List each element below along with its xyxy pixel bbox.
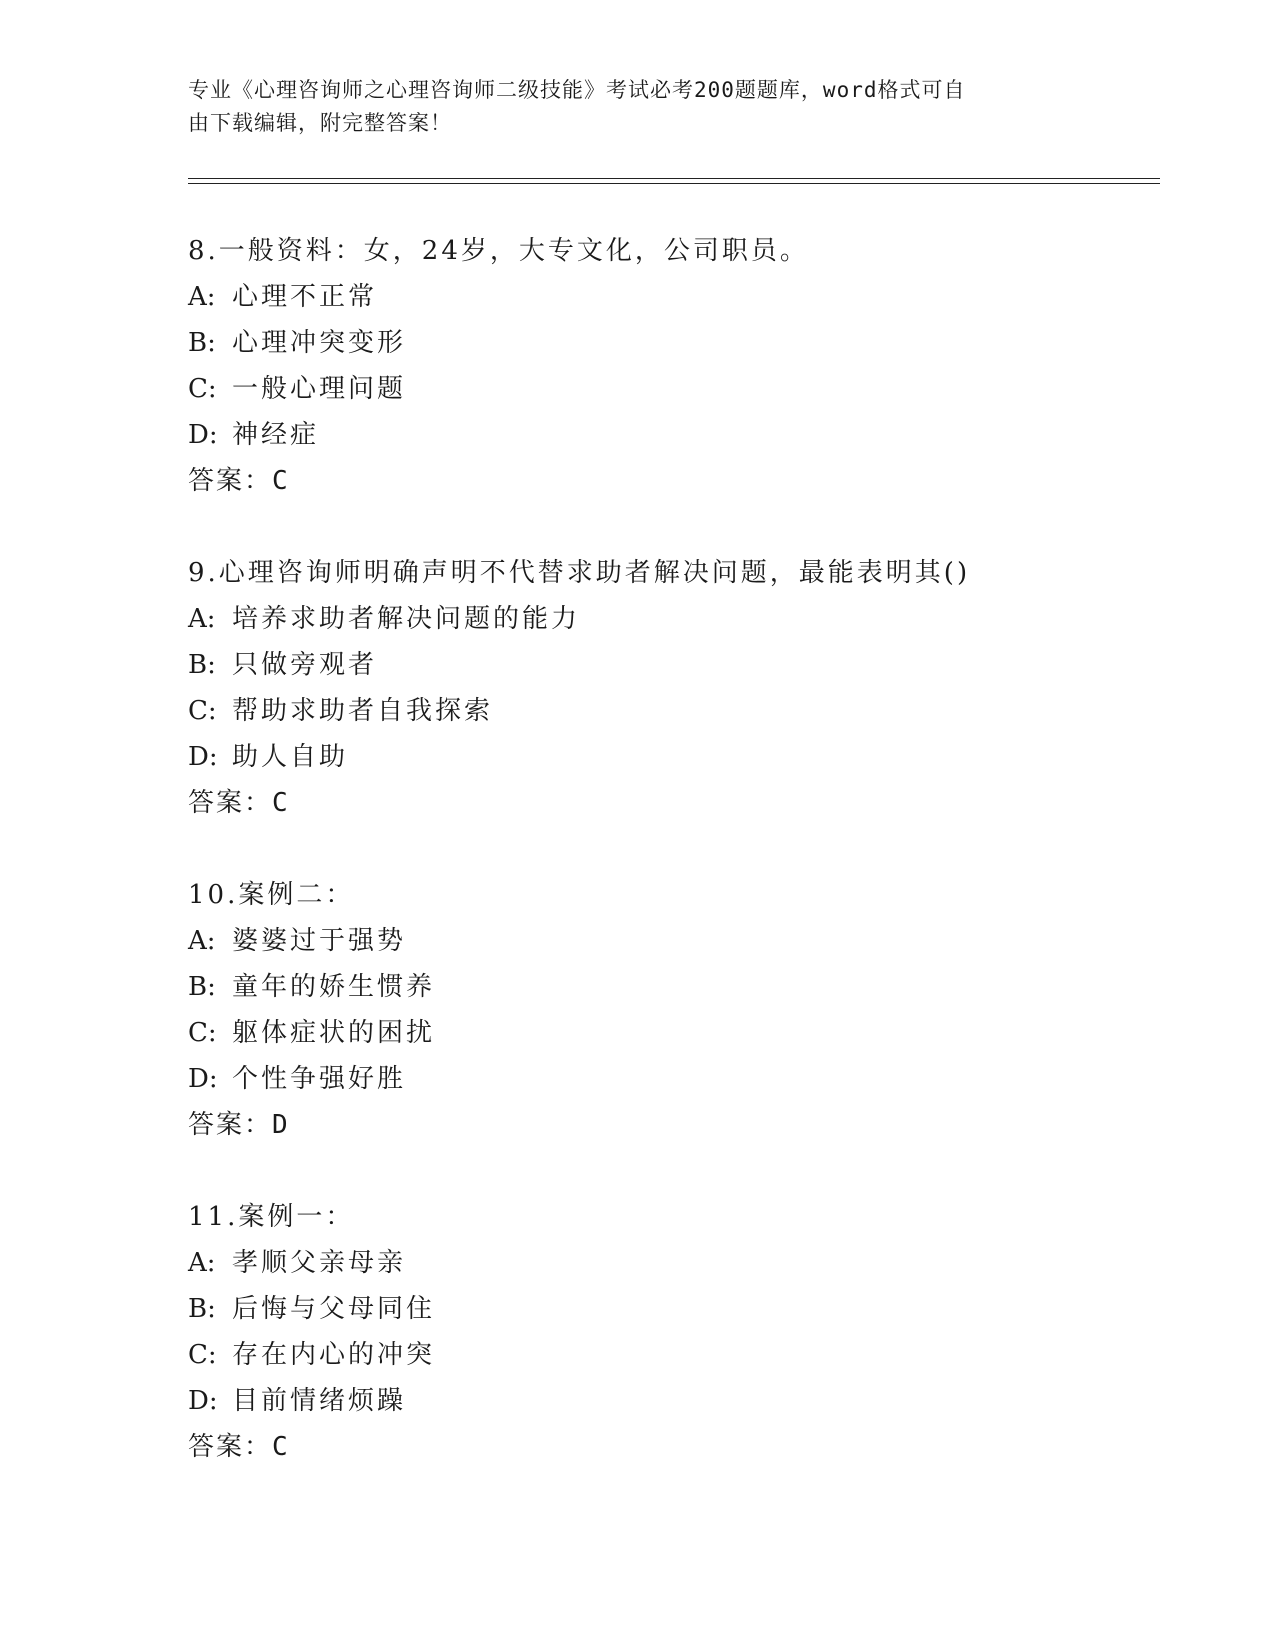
- option-letter: A:: [188, 604, 216, 634]
- answer-line: [188, 780, 1148, 826]
- answer-value: D: [272, 1110, 288, 1140]
- question-stem: 9.心理咨询师明确声明不代替求助者解决问题，最能表明其(): [188, 558, 971, 588]
- option-letter: D:: [188, 420, 218, 450]
- header-line-2: 由下载编辑，附完整答案！: [188, 111, 452, 135]
- option-text: 存在内心的冲突: [232, 1340, 436, 1370]
- option-d: [188, 734, 1148, 780]
- answer-value: C: [272, 788, 288, 818]
- option-c: [188, 688, 1148, 734]
- option-text: 只做旁观者: [232, 650, 378, 680]
- option-d: [188, 412, 1148, 458]
- answer-value: C: [272, 1432, 288, 1462]
- option-letter: C:: [188, 374, 217, 404]
- question-stem: 8.一般资料：女，24岁，大专文化，公司职员。: [188, 236, 809, 266]
- option-letter: A:: [188, 282, 216, 312]
- answer-label: 答案：: [188, 1432, 273, 1462]
- answer-line: [188, 1424, 1148, 1470]
- question-block: [188, 1194, 1148, 1470]
- option-text: 躯体症状的困扰: [232, 1018, 436, 1048]
- option-c: [188, 1332, 1148, 1378]
- option-text: 个性争强好胜: [232, 1064, 407, 1094]
- question-block: [188, 872, 1148, 1148]
- answer-label: 答案：: [188, 466, 273, 496]
- option-d: [188, 1378, 1148, 1424]
- header-line-1: 专业《心理咨询师之心理咨询师二级技能》考试必考200题题库，word格式可自: [188, 78, 966, 102]
- header-divider-top: [188, 178, 1160, 179]
- option-letter: B:: [188, 650, 216, 680]
- option-letter: B:: [188, 328, 216, 358]
- option-a: [188, 274, 1148, 320]
- answer-label: 答案：: [188, 1110, 273, 1140]
- option-letter: C:: [188, 696, 217, 726]
- option-c: [188, 366, 1148, 412]
- option-text: 后悔与父母同住: [232, 1294, 436, 1324]
- option-text: 一般心理问题: [232, 374, 407, 404]
- question-block: [188, 550, 1148, 826]
- option-letter: C:: [188, 1018, 217, 1048]
- option-d: [188, 1056, 1148, 1102]
- answer-line: [188, 1102, 1148, 1148]
- option-letter: B:: [188, 972, 216, 1002]
- option-text: 助人自助: [232, 742, 349, 772]
- option-text: 神经症: [232, 420, 320, 450]
- option-text: 培养求助者解决问题的能力: [232, 604, 581, 634]
- option-text: 孝顺父亲母亲: [232, 1248, 407, 1278]
- option-a: [188, 918, 1148, 964]
- question-stem: 10.案例二：: [188, 880, 355, 910]
- option-a: [188, 596, 1148, 642]
- option-letter: A:: [188, 1248, 216, 1278]
- option-b: [188, 320, 1148, 366]
- answer-label: 答案：: [188, 788, 273, 818]
- option-text: 婆婆过于强势: [232, 926, 407, 956]
- question-block: [188, 228, 1148, 504]
- option-letter: A:: [188, 926, 216, 956]
- option-text: 目前情绪烦躁: [232, 1386, 407, 1416]
- option-b: [188, 642, 1148, 688]
- answer-line: [188, 458, 1148, 504]
- header-divider-bottom: [188, 183, 1160, 184]
- option-text: 心理冲突变形: [232, 328, 407, 358]
- option-text: 帮助求助者自我探索: [232, 696, 494, 726]
- option-letter: C:: [188, 1340, 217, 1370]
- option-text: 童年的娇生惯养: [232, 972, 436, 1002]
- option-a: [188, 1240, 1148, 1286]
- option-letter: D:: [188, 742, 218, 772]
- option-letter: D:: [188, 1064, 218, 1094]
- option-c: [188, 1010, 1148, 1056]
- question-stem: 11.案例一：: [188, 1202, 355, 1232]
- option-letter: B:: [188, 1294, 216, 1324]
- option-b: [188, 964, 1148, 1010]
- option-text: 心理不正常: [232, 282, 378, 312]
- answer-value: C: [272, 466, 288, 496]
- option-b: [188, 1286, 1148, 1332]
- option-letter: D:: [188, 1386, 218, 1416]
- document-header: [188, 74, 1068, 140]
